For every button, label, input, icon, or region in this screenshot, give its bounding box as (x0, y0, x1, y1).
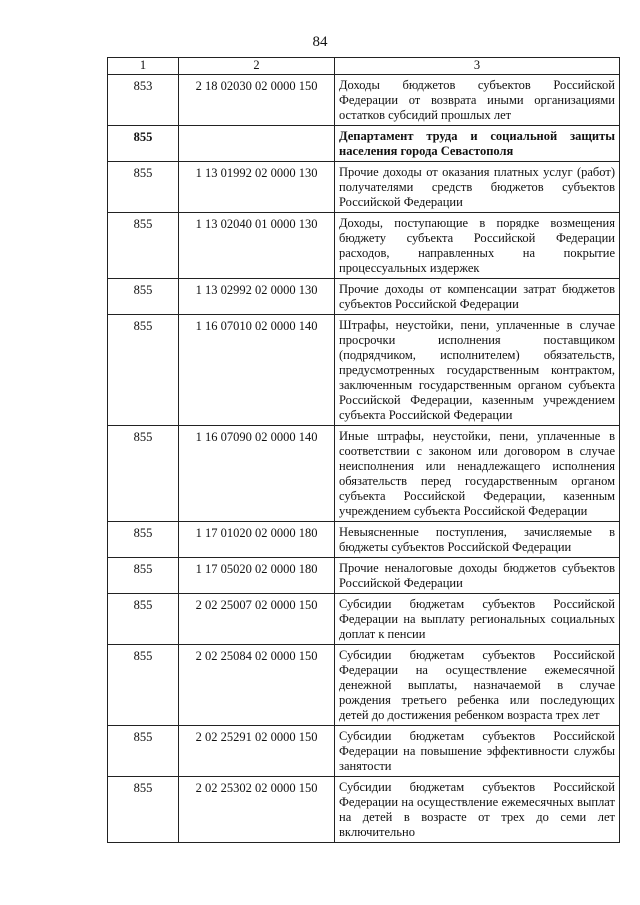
revenue-code: 2 02 25007 02 0000 150 (179, 594, 335, 645)
revenue-code: 1 17 01020 02 0000 180 (179, 522, 335, 558)
table-row (108, 777, 620, 843)
admin-code: 855 (108, 777, 179, 843)
table-row (108, 522, 620, 558)
admin-code: 855 (108, 522, 179, 558)
revenue-description: Субсидии бюджетам субъектов Российской Федерации на выплату региональных социальных доплат к пенсии (335, 594, 620, 645)
revenue-code: 1 16 07090 02 0000 140 (179, 426, 335, 522)
table-row (108, 126, 620, 162)
revenue-description: Субсидии бюджетам субъектов Российской Федерации на осуществление ежемесячных выплат на детей в возрасте от трех до семи лет включительно (335, 777, 620, 843)
revenue-description: Иные штрафы, неустойки, пени, уплаченные в соответствии с законом или договором в случае неисполнения или ненадлежащего исполнения обязательств перед государственным органом субъекта Российской Федерации, казенным учреждением субъекта Российской Федерации (335, 426, 620, 522)
admin-code: 855 (108, 162, 179, 213)
revenue-description: Прочие неналоговые доходы бюджетов субъектов Российской Федерации (335, 558, 620, 594)
department-name: Департамент труда и социальной защиты населения города Севастополя (335, 126, 620, 162)
admin-code: 855 (108, 426, 179, 522)
admin-code: 855 (108, 645, 179, 726)
table-header-row (108, 58, 620, 75)
revenue-description: Невыясненные поступления, зачисляемые в бюджеты субъектов Российской Федерации (335, 522, 620, 558)
revenue-description: Прочие доходы от оказания платных услуг (работ) получателями средств бюджетов субъектов Российской Федерации (335, 162, 620, 213)
table-row (108, 558, 620, 594)
header-col-2: 2 (179, 58, 335, 75)
table-row (108, 213, 620, 279)
revenue-code: 1 16 07010 02 0000 140 (179, 315, 335, 426)
admin-code: 853 (108, 75, 179, 126)
admin-code: 855 (108, 279, 179, 315)
admin-code: 855 (108, 594, 179, 645)
revenue-code: 1 13 01992 02 0000 130 (179, 162, 335, 213)
admin-code: 855 (108, 126, 179, 162)
header-col-1: 1 (108, 58, 179, 75)
revenue-code (179, 126, 335, 162)
header-col-3: 3 (335, 58, 620, 75)
revenue-description: Доходы, поступающие в порядке возмещения бюджету субъекта Российской Федерации расходов, направленных на покрытие процессуальных издержек (335, 213, 620, 279)
revenue-description: Доходы бюджетов субъектов Российской Федерации от возврата иными организациями остатков субсидий прошлых лет (335, 75, 620, 126)
table-row (108, 726, 620, 777)
table-row (108, 75, 620, 126)
revenue-code: 2 18 02030 02 0000 150 (179, 75, 335, 126)
revenue-description: Прочие доходы от компенсации затрат бюджетов субъектов Российской Федерации (335, 279, 620, 315)
admin-code: 855 (108, 213, 179, 279)
table-body (108, 75, 620, 843)
table-row (108, 279, 620, 315)
revenue-code: 1 13 02040 01 0000 130 (179, 213, 335, 279)
revenue-codes-table (107, 57, 620, 843)
admin-code: 855 (108, 315, 179, 426)
revenue-code: 2 02 25291 02 0000 150 (179, 726, 335, 777)
revenue-description: Субсидии бюджетам субъектов Российской Федерации на повышение эффективности службы занятости (335, 726, 620, 777)
admin-code: 855 (108, 726, 179, 777)
table-row (108, 162, 620, 213)
table-row (108, 426, 620, 522)
table-row (108, 645, 620, 726)
page-number: 84 (312, 34, 328, 50)
admin-code: 855 (108, 558, 179, 594)
revenue-code: 1 13 02992 02 0000 130 (179, 279, 335, 315)
revenue-description: Субсидии бюджетам субъектов Российской Федерации на осуществление ежемесячной денежной выплаты, назначаемой в случае рождения третьего ребенка или последующих детей до достижения ребенком возраста трех лет (335, 645, 620, 726)
revenue-code: 2 02 25084 02 0000 150 (179, 645, 335, 726)
revenue-description: Штрафы, неустойки, пени, уплаченные в случае просрочки исполнения поставщиком (подрядчиком, исполнителем) обязательств, предусмотренных государственным контрактом, заключенным государственным органом субъекта Российской Федерации, казенным учреждением субъекта Российской Федерации (335, 315, 620, 426)
revenue-code: 1 17 05020 02 0000 180 (179, 558, 335, 594)
table-row (108, 594, 620, 645)
revenue-code: 2 02 25302 02 0000 150 (179, 777, 335, 843)
table-row (108, 315, 620, 426)
